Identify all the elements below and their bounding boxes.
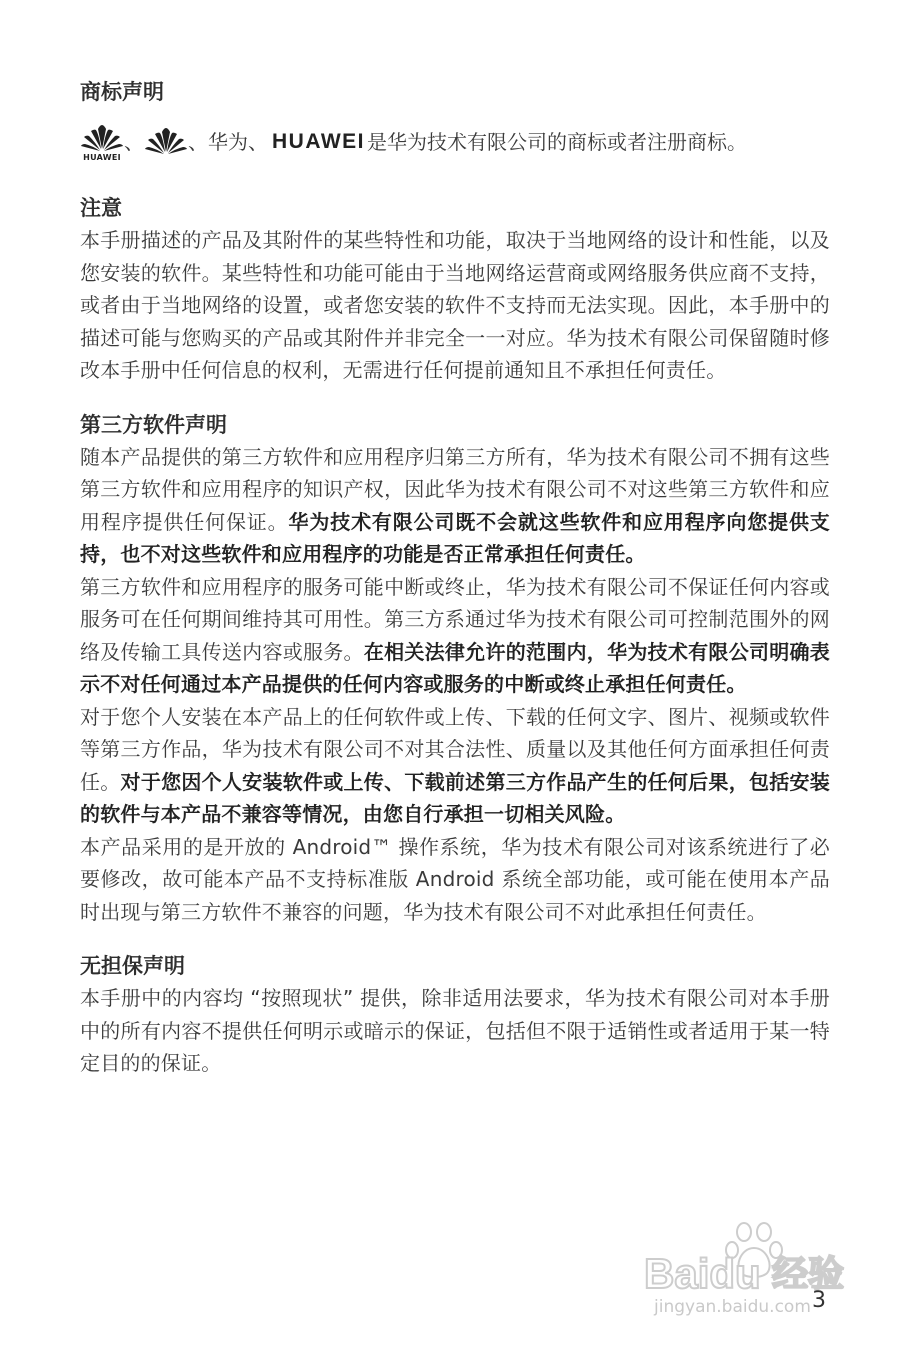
warranty-heading: 无担保声明 <box>80 954 185 978</box>
baidu-jingyan-watermark <box>640 1220 880 1330</box>
separator: 、 <box>124 130 144 154</box>
watermark-url: jingyan.baidu.com <box>654 1297 811 1317</box>
bold-text: 对于您因个人安装软件或上传、下载前述第三方作品产生的任何后果，包括安装的软件与本产品不兼容等情况，由您自行承担一切相关风险。 <box>80 769 830 826</box>
trademark-line <box>80 122 830 162</box>
warranty-body: 本手册中的内容均 “按照现状” 提供，除非适用法要求，华为技术有限公司对本手册中的所有内容不提供任何明示或暗示的保证，包括但不限于适销性或者适用于某一特定目的的保证。 <box>80 986 830 1075</box>
trademark-heading: 商标声明 <box>80 80 164 104</box>
huawei-logo-with-text <box>80 123 124 162</box>
third-party-heading: 第三方软件声明 <box>80 412 227 437</box>
logo-wordmark: HUAWEI <box>83 152 121 162</box>
huawei-flower-icon <box>144 125 188 159</box>
watermark-cn: 经验 <box>772 1254 845 1295</box>
separator-huawei-cn: 、华为、 <box>188 130 268 154</box>
document-page <box>80 76 830 1080</box>
watermark-brand: Baidu <box>644 1250 761 1297</box>
text: 随本产品提供的第三方软件和应用程序归第三方所有，华为技术有限公司不拥有这些第三方软件和应用程序的知识产权，因此华为技术有限公司不对这些第三方软件和应用程序提供任何保证。 <box>80 444 830 534</box>
huawei-flower-icon <box>80 123 124 155</box>
third-party-paragraph-4: 本产品采用的是开放的 Android™ 操作系统，华为技术有限公司对该系统进行了必要修改，故可能本产品不支持标准版 Android 系统全部功能，或可能在使用本产品时出现与第三方软件不兼容的问题，华为技术有限公司不对此承担任何责任。 <box>80 834 830 924</box>
notice-body: 本手册描述的产品及其附件的某些特性和功能，取决于当地网络的设计和性能，以及您安装的软件。某些特性和功能可能由于当地网络运营商或网络服务供应商不支持，或者由于当地网络的设置，或者您安装的软件不支持而无法实现。因此，本手册中的描述可能与您购买的产品或其附件并非完全一一对应。华为技术有限公司保留随时修改本手册中任何信息的权利，无需进行任何提前通知且不承担任何责任。 <box>80 228 830 382</box>
notice-heading: 注意 <box>80 196 122 220</box>
third-party-paragraph-1 <box>80 441 830 571</box>
bold-text: 华为技术有限公司既不会就这些软件和应用程序向您提供支持，也不对这些软件和应用程序的功能是否正常承担任何责任。 <box>80 509 830 566</box>
text: 第三方软件和应用程序的服务可能中断或终止，华为技术有限公司不保证任何内容或服务可在任何期间维持其可用性。第三方系通过华为技术有限公司可控制范围外的网络及传输工具传送内容或服务。 <box>80 574 830 664</box>
trademark-text: 是华为技术有限公司的商标或者注册商标。 <box>367 130 747 154</box>
huawei-wordmark: HUAWEI <box>272 130 365 153</box>
third-party-paragraph-2 <box>80 571 830 701</box>
third-party-paragraph-3 <box>80 701 830 831</box>
text: 对于您个人安装在本产品上的任何软件或上传、下载的任何文字、图片、视频或软件等第三方作品，华为技术有限公司不对其合法性、质量以及其他任何方面承担任何责任。 <box>80 704 830 794</box>
bold-text: 在相关法律允许的范围内，华为技术有限公司明确表示不对任何通过本产品提供的任何内容或服务的中断或终止承担任何责任。 <box>80 639 830 696</box>
page-number: 3 <box>812 1288 826 1313</box>
